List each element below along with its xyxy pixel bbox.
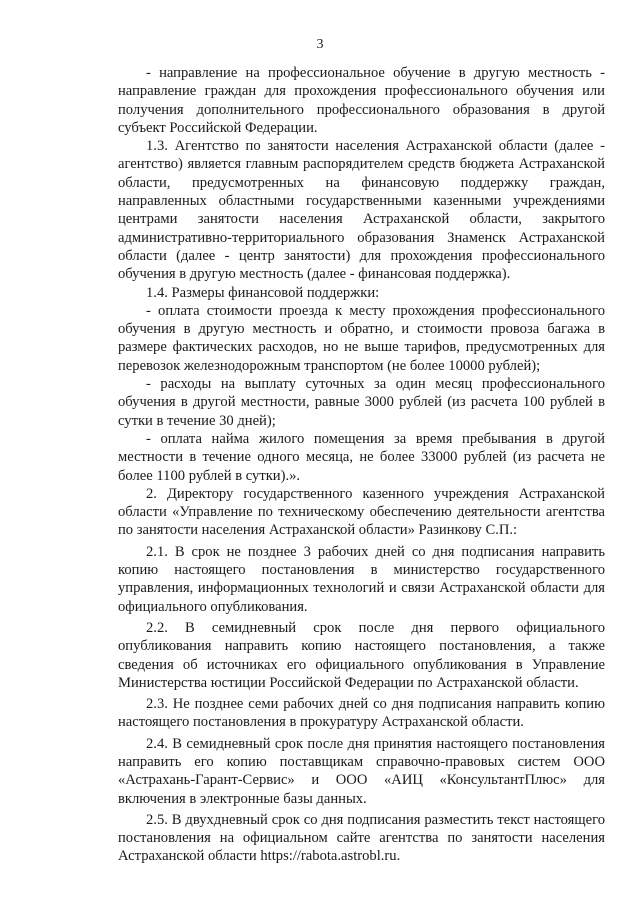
paragraph-2-3: 2.3. Не позднее семи рабочих дней со дня подписания направить копию настоящего постановления в прокуратуру Астраханской области. <box>118 696 605 731</box>
paragraph-2-1: 2.1. В срок не позднее 3 рабочих дней со дня подписания направить копию настоящего постановления в министерство государственного управления, информационных технологий и связи Астраханской области для официального опубликования. <box>118 543 605 615</box>
paragraph-1-4: 1.4. Размеры финансовой поддержки: <box>146 284 380 301</box>
paragraph-direction-definition: - направление на профессиональное обучение в другую местность - направление граждан для прохождения профессионального обучения или получения дополнительного профессионального образования в другой субъект Российской Федерации. <box>118 65 605 136</box>
document-body <box>118 64 605 866</box>
paragraph-2: 2. Директору государственного казенного учреждения Астраханской области «Управление по техническому обеспечению деятельности агентства по занятости населения Астраханской области» Разинкову С.П.: <box>118 485 605 539</box>
paragraph-2-2: 2.2. В семидневный срок после дня первого официального опубликования направить копию настоящего постановления, а также сведения об источниках его официального опубликования в Управление Министерства юстиции Российской Федерации по Астраханской области. <box>118 619 605 691</box>
paragraph-2-5: 2.5. В двухдневный срок со дня подписания разместить текст настоящего постановления на официальном сайте агентства по занятости населения Астраханской области https://rabota.astrobl.ru. <box>118 811 605 865</box>
paragraph-2-4: 2.4. В семидневный срок после дня принятия настоящего постановления направить его копию поставщикам справочно-правовых систем ООО «Астрахань-Гарант-Сервис» и ООО «АИЦ «КонсультантПлюс» для включения в электронные базы данных. <box>118 735 605 807</box>
paragraph-travel-costs: - оплата стоимости проезда к месту прохождения профессионального обучения в другую местность и обратно, и стоимости провоза багажа в размере фактических расходов, но не выше тарифов, предусмотренных для перевозок железнодорожным транспортом (не более 10000 рублей); <box>118 302 605 374</box>
paragraph-housing: - оплата найма жилого помещения за время пребывания в другой местности в течение одного месяца, не более 33000 рублей (из расчета не более 1100 рублей в сутки).». <box>118 430 605 484</box>
paragraph-daily-allowance: - расходы на выплату суточных за один месяц профессионального обучения в другой местности, равные 3000 рублей (из расчета 100 рублей в сутки в течение 30 дней); <box>118 376 605 429</box>
paragraph-1-3: 1.3. Агентство по занятости населения Астраханской области (далее - агентство) является главным распорядителем средств бюджета Астраханской области, предусмотренных на финансовую поддержку граждан, направленных областными государственными казенными учреждениями центрами занятости населения Астраханской области, закрытого административно-территориального образования Знаменск Астраханской области (далее - центр занятости) для прохождения профессионального обучения в другую местность (далее - финансовая поддержка). <box>118 138 605 283</box>
page-number: 3 <box>316 37 324 52</box>
